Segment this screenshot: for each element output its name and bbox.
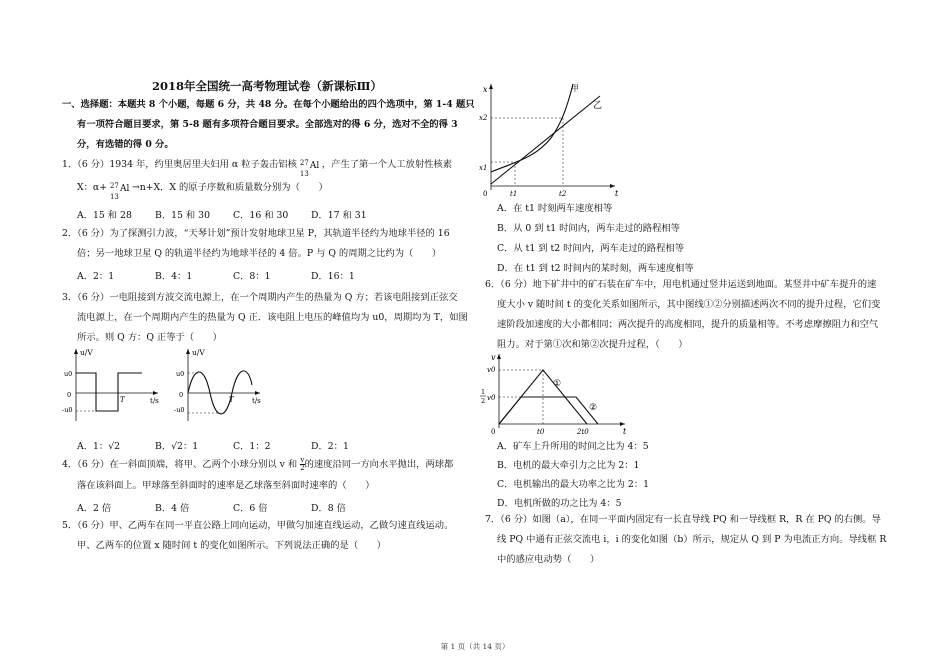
q3-square-wave-line: [76, 373, 142, 411]
q6-option-b: B．电机的最大牵引力之比为 2：1: [497, 460, 640, 471]
q4-option-c: C．6 倍: [233, 503, 268, 514]
q3-fig1-u0: u0: [64, 370, 73, 378]
q7-line2: 线 PQ 中通有正弦交流电 i，i 的变化如图（b）所示，规定从 Q 到 P 为电流正方向。导线框 R: [497, 534, 887, 545]
q3-line1: 3．（6 分）一电阻接到方波交流电源上，在一个周期内产生的热量为 Q 方；若该电阻接到正弦交: [62, 292, 458, 303]
section1-line2: 有一项符合题目要求，第 5-8 题有多项符合题目要求。全部选对的得 6 分，选对不全的得 3: [77, 119, 458, 130]
q3-fig1-neg-u0: -u0: [62, 406, 73, 414]
q6-option-d: D．电机所做的功之比为 4：5: [497, 498, 622, 509]
q3-fig1-zero: 0: [67, 391, 72, 399]
q3-option-b: B．√2：1: [155, 441, 199, 452]
q3-figure: [62, 345, 262, 425]
q5-fig-jia: 甲: [571, 84, 579, 93]
q3-fig2-u0: u0: [176, 370, 185, 378]
q3-sine-wave-plot: [174, 348, 261, 421]
q4-fraction: $\frac{v}{2}$: [300, 456, 305, 472]
q2-option-b: B．4：1: [155, 271, 193, 282]
q3-fig2-xlabel: t/s: [252, 397, 261, 405]
q5-line-yi: [491, 96, 603, 184]
q6-line3: 速阶段加速度的大小都相同；两次提升的高度相同，提升的质量相等。不考虑摩擦阻力和空气: [497, 319, 879, 330]
q6-fig-2t0: 2t0: [577, 428, 589, 436]
q5-fig-x2: x2: [479, 114, 488, 122]
q3-fig1-ylabel: u/V: [80, 348, 93, 357]
q5-fig-t2: t2: [559, 190, 567, 198]
q4-option-a: A．2 倍: [77, 503, 112, 514]
q6-fig-v0: v0: [487, 366, 496, 374]
q6-fig-t0: t0: [537, 428, 545, 436]
q3-option-a: A．1：√2: [77, 441, 121, 452]
q6-fig-circle-2: ②: [589, 403, 598, 413]
q7-line1: 7．（6 分）如图（a），在同一平面内固定有一长直导线 PQ 和一导线框 R，R 在 PQ 的右侧。导: [485, 514, 881, 525]
q2-option-a: A．2：1: [77, 271, 115, 282]
q3-line3: 所示。则 Q 方：Q 正等于（ ）: [77, 332, 222, 343]
q3-fig2-ylabel: u/V: [192, 348, 205, 357]
q3-fig1-xlabel: t/s: [150, 397, 159, 405]
q6-line4: 阻力。对于第①次和第②次提升过程，（ ）: [497, 339, 688, 350]
q5-option-d: D．在 t1 到 t2 时间内的某时刻，两车速度相等: [497, 263, 694, 274]
q6-fig-ylabel: v: [491, 353, 496, 362]
q5-line1: 5．（6 分）甲、乙两车在同一平直公路上同向运动，甲做匀加速直线运动，乙做匀速直线运动。: [62, 520, 454, 531]
q6-line1: 6．（6 分）地下矿井中的矿石装在矿车中，用电机通过竖井运送到地面。某竖井中矿车提升的速: [485, 279, 877, 290]
q6-option-a: A．矿车上升所用的时间之比为 4：5: [497, 441, 649, 452]
paper-title: 2018年全国统一高考物理试卷（新课标Ⅲ）: [151, 79, 382, 93]
q2-option-d: D．16：1: [311, 271, 355, 282]
q5-fig-zero: 0: [483, 190, 488, 198]
q5-fig-x1: x1: [479, 164, 488, 172]
q6-figure: [477, 350, 637, 436]
q6-fig-zero: 0: [491, 428, 496, 436]
q3-sine-wave-line: [188, 371, 252, 414]
q3-fig2-neg-u0: -u0: [174, 406, 185, 414]
q6-fig-xlabel: t: [623, 427, 627, 436]
q5-fig-xlabel: t: [615, 189, 619, 198]
q4-line2: 落在该斜面上。甲球落至斜面时的速率是乙球落至斜面时速率的（ ）: [77, 480, 375, 491]
q3-fig2-T: T: [229, 396, 234, 404]
q1-option-c: C．16 和 30: [233, 210, 289, 221]
q6-fig-half-v0: v0: [487, 394, 496, 402]
page-footer: 第 1 页（共 14 页）: [440, 642, 510, 651]
q7-line3: 中的感应电动势（ ）: [497, 554, 600, 565]
q6-fig-circle-1: ①: [553, 379, 562, 389]
q5-figure: [475, 78, 625, 198]
q1-option-d: D．17 和 31: [311, 210, 367, 221]
q1-option-a: A．15 和 28: [77, 210, 132, 221]
q1-option-b: B．15 和 30: [155, 210, 210, 221]
q5-fig-t1: t1: [510, 190, 518, 198]
q1-line1: 1．（6 分）1934 年，约里奥居里夫妇用 α 粒子轰击铝核 27 13 Al ，产生了第一个人工放射性核素: [62, 158, 453, 178]
q3-square-wave-plot: [62, 348, 159, 421]
q1-nuclide: 27 13 Al: [299, 158, 320, 178]
q5-fig-yi: 乙: [593, 101, 603, 111]
q4-line1: 4．（6 分）在一斜面顶端，将甲、乙两个小球分别以 v 和 $\frac{v}{2}$的速度沿同一方向水平抛出，两球都: [62, 456, 454, 472]
q2-line1: 2．（6 分）为了探测引力波，“天琴计划”预计发射地球卫星 P，其轨道半径约为地球半径的 16: [62, 228, 450, 239]
q3-fig2-zero: 0: [179, 391, 184, 399]
q2-line2: 倍；另一地球卫星 Q 的轨道半径约为地球半径的 4 倍。P 与 Q 的周期之比约为（ ）: [77, 248, 442, 259]
q3-option-d: D．2：1: [311, 441, 349, 452]
section1-line3: 分，有选错的得 0 分。: [77, 139, 174, 150]
q4-option-b: B．4 倍: [155, 503, 190, 514]
q3-option-c: C．1：2: [233, 441, 271, 452]
section1-line1: 一、选择题：本题共 8 个小题，每题 6 分，共 48 分。在每个小题给出的四个选项中，第 1-4 题只: [62, 99, 475, 110]
q3-fig1-T: T: [120, 396, 125, 404]
q5-option-a: A．在 t1 时刻两车速度相等: [497, 203, 613, 214]
q6-fig-half-d: 2: [481, 397, 486, 405]
q4-option-d: D．8 倍: [311, 503, 346, 514]
q1-line2: X：α+ 27 13 Al →n+X．X 的原子序数和质量数分别为（ ）: [77, 181, 328, 201]
q5-fig-ylabel: x: [483, 85, 488, 94]
q5-option-b: B．从 0 到 t1 时间内，两车走过的路程相等: [497, 223, 680, 234]
q5-option-c: C．从 t1 到 t2 时间内，两车走过的路程相等: [497, 243, 684, 254]
q3-line2: 流电源上，在一个周期内产生的热量为 Q 正．该电阻上电压的峰值均为 u0，周期均为 T，如图: [77, 312, 468, 323]
q6-fig-half-n: 1: [481, 388, 486, 396]
q6-option-c: C．电机输出的最大功率之比为 2：1: [497, 479, 650, 490]
q6-line2: 度大小 v 随时间 t 的变化关系如图所示，其中图线①②分别描述两次不同的提升过程，它们变: [497, 299, 881, 310]
q5-line2: 甲、乙两车的位置 x 随时间 t 的变化如图所示。下列说法正确的是（ ）: [77, 540, 387, 551]
q2-option-c: C．8：1: [233, 271, 271, 282]
